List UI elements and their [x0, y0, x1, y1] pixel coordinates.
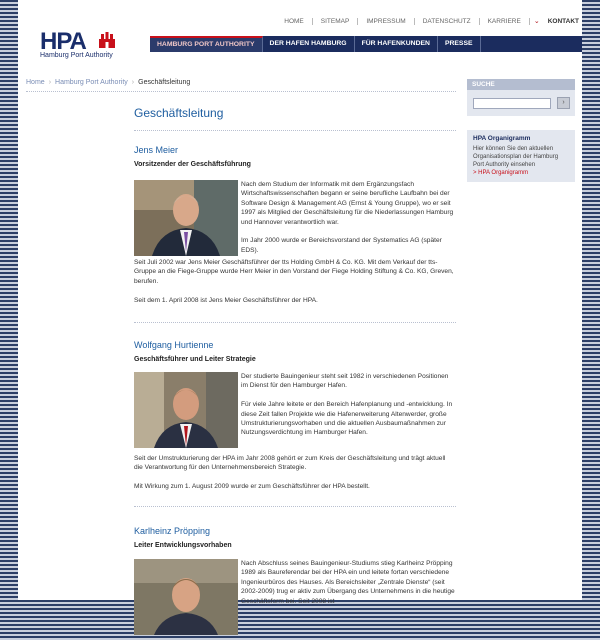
mainnav-der-hafen-hamburg[interactable]: DER HAFEN HAMBURG — [263, 36, 355, 52]
search-input[interactable] — [473, 98, 551, 109]
bio-paragraph: Seit dem 1. April 2008 ist Jens Meier Geschäftsführer der HPA. — [134, 296, 318, 304]
person-bio-full — [134, 454, 456, 492]
title-divider — [134, 130, 456, 131]
person-jens-meier — [134, 145, 456, 304]
mainnav-fuer-hafenkunden[interactable]: FÜR HAFENKUNDEN — [355, 36, 438, 52]
search-submit-button[interactable]: › — [557, 97, 570, 109]
bio-paragraph: Im Jahr 2000 wurde er Bereichsvorstand der Systematics AG (später EDS). — [241, 237, 442, 254]
main-content — [134, 100, 456, 605]
topnav-kontakt[interactable]: KONTAKT — [547, 17, 579, 25]
topnav-impressum[interactable]: IMPRESSUM — [358, 18, 414, 25]
person-role: Leiter Entwicklungsvorhaben — [134, 542, 232, 549]
mainnav-hamburg-port-authority[interactable]: HAMBURG PORT AUTHORITY — [150, 36, 263, 52]
bio-paragraph: Der studierte Bauingenieur steht seit 1982 in verschiedenen Positionen im Dienst für den Hamburger Hafen. — [241, 373, 449, 390]
bio-paragraph: Seit der Umstrukturierung der HPA im Jahr 2008 gehört er zum Kreis der Geschäftsleitung und trägt aktuell die Verantwortung für den Unternehmensbereich Strategie. — [134, 455, 446, 472]
person-bio — [241, 180, 456, 255]
topnav-sitemap[interactable]: SITEMAP — [313, 18, 359, 25]
person-name: Wolfgang Hurtienne — [134, 340, 214, 350]
bio-paragraph: Nach Abschluss seines Bauingenieur-Studiums stieg Karlheinz Pröpping 1989 als Baureferendar bei der HPA ein und leitete fortan verschiedene Ingenieurbüros des Hauses. Als Bereichsleiter „Zentrale Dienste“ (seit 2002-2009) trug er aktiv zum Übergang des Unternehmens in die heutige Geschäftsform bei. Seit 2008 ist — [241, 560, 455, 605]
mainnav-presse[interactable]: PRESSE — [438, 36, 481, 52]
hamburg-crest-icon — [97, 30, 117, 50]
person-bio — [241, 372, 456, 438]
organigramm-text: Hier können Sie den aktuellen Organisationsplan der Hamburg Port Authority einsehen — [473, 146, 559, 168]
topnav-karriere[interactable]: KARRIERE — [480, 18, 530, 25]
bio-paragraph: Nach dem Studium der Informatik mit dem Ergänzungsfach Wirtschaftswissenschaften begann er seine berufliche Laufbahn bei der Software Design & Management AG (Ernst & Young Gruppe), wo er seit 1997 als Mitglied der Geschäftsleitung für die Niederlassungen Hamburg und Hannover verantwortlich war. — [241, 181, 454, 226]
person-name: Karlheinz Pröpping — [134, 526, 211, 536]
organigramm-link[interactable]: > HPA Organigramm — [473, 170, 529, 176]
page-title: Geschäftsleitung — [134, 106, 224, 120]
person-role: Geschäftsführer und Leiter Strategie — [134, 356, 256, 363]
breadcrumb-home[interactable]: Home — [26, 79, 45, 86]
section-divider — [134, 322, 456, 323]
portrait-photo — [134, 559, 238, 635]
logo-text: HPA — [40, 28, 86, 55]
breadcrumb — [26, 79, 190, 86]
organigramm-box — [467, 130, 575, 182]
top-utility-nav — [276, 17, 582, 25]
logo-subtitle: Hamburg Port Authority — [40, 52, 113, 59]
organigramm-title: HPA Organigramm — [473, 135, 531, 142]
topnav-home[interactable]: HOME — [276, 18, 313, 25]
bio-paragraph: Mit Wirkung zum 1. August 2009 wurde er zum Geschäftsführer der HPA bestellt. — [134, 483, 370, 491]
hpa-logo[interactable] — [40, 28, 120, 64]
person-bio — [241, 559, 456, 606]
bio-paragraph: Seit Juli 2002 war Jens Meier Geschäftsführer der tts Holding GmbH & Co. KG. Mit dem Verkauf der tts-Gruppe an die Fiege-Gruppe wurde Herr Meier in den Vorstand der Fiege Holding Stiftung & Co. KG, Greven, berufen. — [134, 259, 454, 285]
person-name: Jens Meier — [134, 145, 179, 155]
page — [18, 0, 582, 605]
topnav-datenschutz[interactable]: DATENSCHUTZ — [415, 18, 480, 25]
breadcrumb-current: Geschäftsleitung — [138, 79, 191, 86]
breadcrumb-hpa[interactable]: Hamburg Port Authority — [55, 79, 128, 86]
sidebar — [467, 79, 575, 182]
chevron-down-icon[interactable]: ⌄ — [533, 18, 540, 25]
portrait-photo — [134, 372, 238, 448]
section-divider — [134, 506, 456, 507]
breadcrumb-separator-icon: › — [131, 79, 135, 86]
breadcrumb-separator-icon: › — [48, 79, 52, 86]
search-heading: SUCHE — [467, 79, 575, 90]
person-wolfgang-hurtienne — [134, 340, 456, 491]
breadcrumb-divider — [26, 91, 456, 92]
portrait-photo — [134, 180, 238, 256]
bio-paragraph: Für viele Jahre leitete er den Bereich Hafenplanung und -entwicklung. In diese Zeit fallen Projekte wie die Hafenerweiterung Altenwerder, große Umstrukturierungsvorhaben und die aktuellen Ausbaumaßnahmen zur Nutzungsverdichtung im Hamburger Hafen. — [241, 401, 453, 437]
person-role: Vorsitzender der Geschäftsführung — [134, 161, 251, 168]
person-bio-full — [134, 258, 456, 305]
main-nav — [150, 36, 582, 52]
search-panel — [467, 90, 575, 116]
person-karlheinz-proepping — [134, 526, 456, 605]
